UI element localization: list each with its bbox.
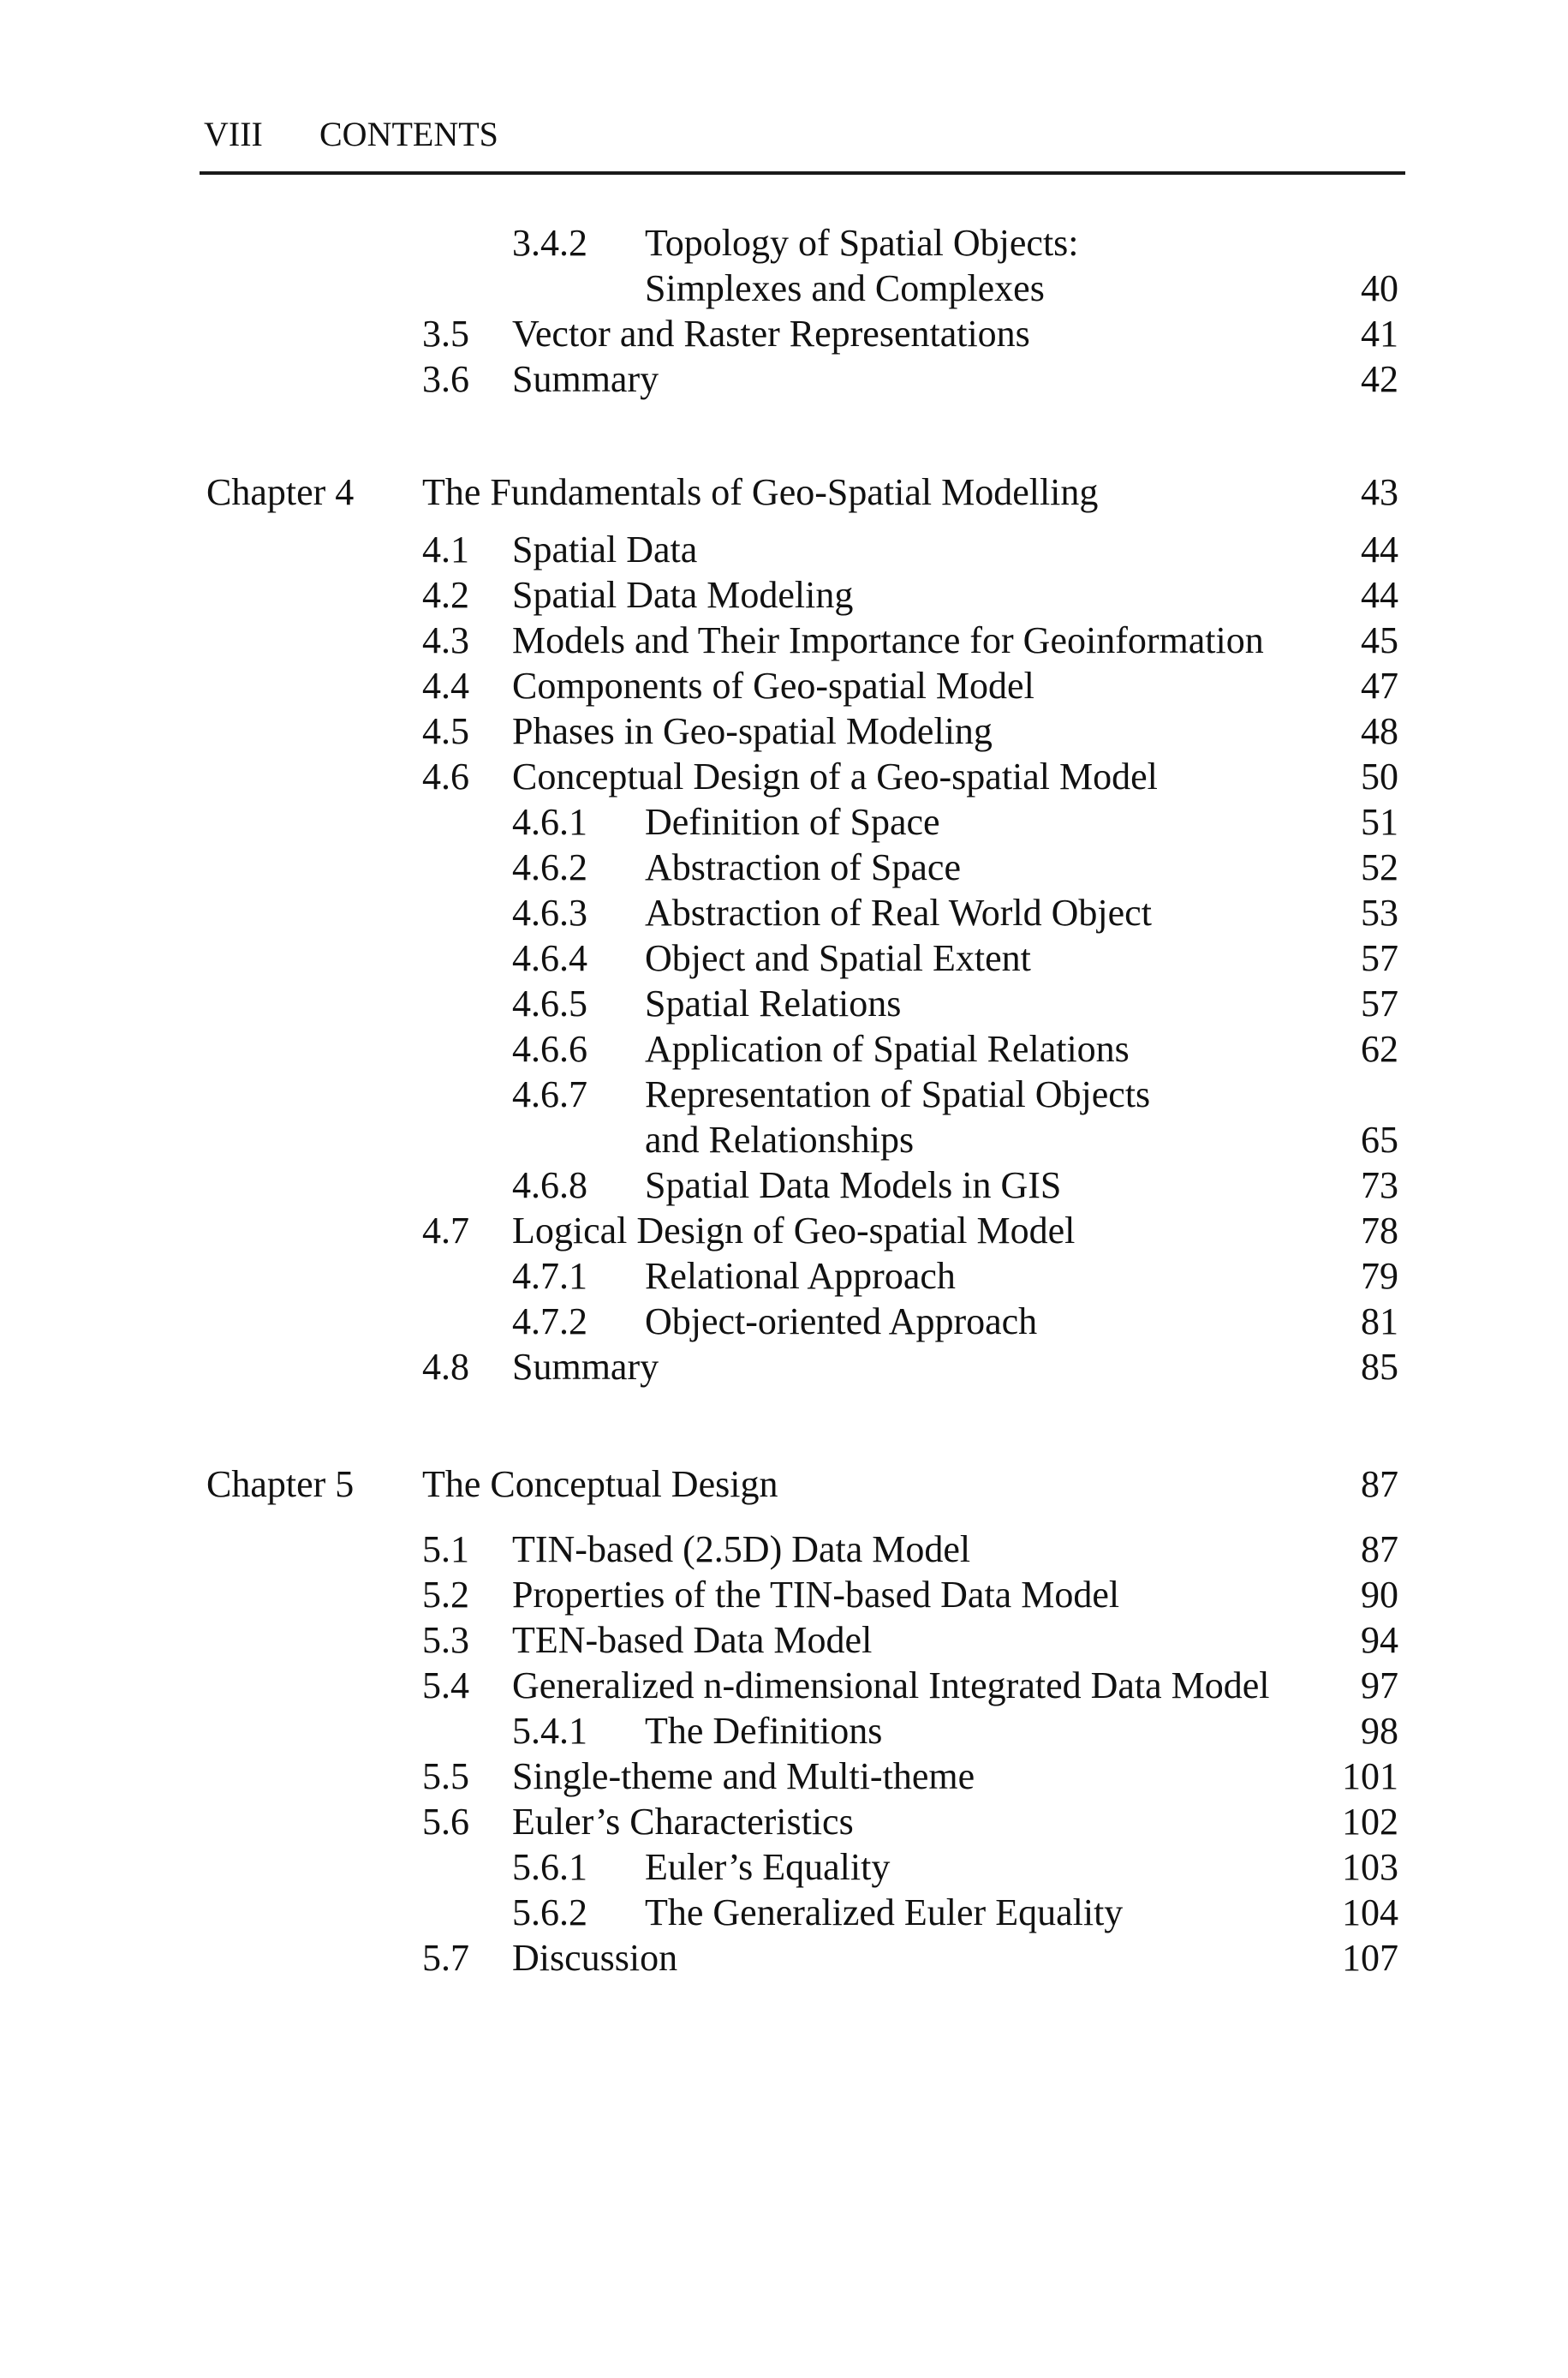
toc-entry	[0, 1572, 1568, 1617]
entry-page: 47	[1361, 665, 1398, 707]
toc-entry	[0, 1617, 1568, 1663]
chapter-label: Chapter 4	[206, 471, 355, 513]
entry-number: 4.1	[422, 529, 469, 571]
entry-title: Euler’s Equality	[645, 1846, 891, 1888]
entry-page: 65	[1361, 1119, 1398, 1161]
toc-entry	[0, 220, 1568, 266]
entry-title: Spatial Data	[512, 529, 698, 571]
entry-title: Abstraction of Space	[645, 846, 961, 888]
entry-number: 3.6	[422, 358, 469, 400]
entry-page: 97	[1361, 1664, 1398, 1706]
entry-title: Spatial Data Modeling	[512, 574, 854, 616]
entry-title: Vector and Raster Representations	[512, 313, 1030, 355]
toc-entry	[0, 527, 1568, 572]
toc-entry	[0, 356, 1568, 402]
entry-number: 4.4	[422, 665, 469, 707]
entry-title: Topology of Spatial Objects:	[645, 222, 1079, 264]
entry-number: 5.4	[422, 1664, 469, 1706]
entry-title: Application of Spatial Relations	[645, 1028, 1130, 1070]
entry-page: 107	[1342, 1937, 1398, 1979]
entry-page: 62	[1361, 1028, 1398, 1070]
toc-entry	[0, 266, 1568, 311]
entry-page: 79	[1361, 1255, 1398, 1297]
entry-number: 4.7.2	[512, 1300, 587, 1342]
toc-entry	[0, 1844, 1568, 1890]
entry-page: 73	[1361, 1164, 1398, 1206]
entry-page: 78	[1361, 1210, 1398, 1252]
entry-number: 5.2	[422, 1574, 469, 1616]
entry-page: 52	[1361, 846, 1398, 888]
chapter-title: The Fundamentals of Geo-Spatial Modelling	[422, 471, 1099, 513]
entry-number: 4.8	[422, 1346, 469, 1388]
entry-page: 103	[1342, 1846, 1398, 1888]
toc-entry	[0, 935, 1568, 981]
entry-title: Phases in Geo-spatial Modeling	[512, 710, 993, 752]
entry-title: The Definitions	[645, 1710, 883, 1752]
entry-number: 4.6	[422, 756, 469, 798]
entry-page: 40	[1361, 267, 1398, 309]
entry-number: 4.6.6	[512, 1028, 587, 1070]
entry-page: 53	[1361, 892, 1398, 934]
entry-title: TEN-based Data Model	[512, 1619, 873, 1661]
entry-number: 4.5	[422, 710, 469, 752]
entry-title: Object and Spatial Extent	[645, 937, 1031, 979]
entry-page: 43	[1361, 471, 1398, 513]
entry-page: 57	[1361, 937, 1398, 979]
entry-number: 4.6.8	[512, 1164, 587, 1206]
entry-number: 3.5	[422, 313, 469, 355]
entry-page: 85	[1361, 1346, 1398, 1388]
entry-number: 5.5	[422, 1755, 469, 1797]
toc-entry	[0, 845, 1568, 890]
chapter-title: The Conceptual Design	[422, 1463, 778, 1505]
entry-number: 4.2	[422, 574, 469, 616]
toc-entry	[0, 1708, 1568, 1754]
entry-number: 4.6.2	[512, 846, 587, 888]
entry-page: 94	[1361, 1619, 1398, 1661]
toc-entry	[0, 799, 1568, 845]
entry-title: Properties of the TIN-based Data Model	[512, 1574, 1120, 1616]
entry-number: 4.6.3	[512, 892, 587, 934]
toc-entry	[0, 1026, 1568, 1072]
entry-page: 104	[1342, 1891, 1398, 1933]
entry-number: 5.6.1	[512, 1846, 587, 1888]
entry-number: 5.7	[422, 1937, 469, 1979]
chapter-heading	[0, 469, 1568, 515]
entry-title: Generalized n-dimensional Integrated Data Model	[512, 1664, 1270, 1706]
entry-title: Simplexes and Complexes	[645, 267, 1045, 309]
entry-page: 44	[1361, 529, 1398, 571]
chapter-heading	[0, 1461, 1568, 1507]
entry-title: Representation of Spatial Objects	[645, 1073, 1151, 1115]
entry-number: 5.1	[422, 1528, 469, 1570]
entry-number: 4.6.7	[512, 1073, 587, 1115]
entry-title: Euler’s Characteristics	[512, 1801, 854, 1843]
entry-number: 5.3	[422, 1619, 469, 1661]
entry-title: Discussion	[512, 1937, 678, 1979]
toc-entry	[0, 981, 1568, 1026]
toc-entry	[0, 1344, 1568, 1389]
toc-entry	[0, 1799, 1568, 1844]
toc-entry	[0, 1162, 1568, 1208]
toc-entry	[0, 890, 1568, 935]
toc-entry	[0, 663, 1568, 708]
toc-entry	[0, 1208, 1568, 1253]
entry-title: Summary	[512, 358, 659, 400]
entry-page: 50	[1361, 756, 1398, 798]
entry-number: 4.6.1	[512, 801, 587, 843]
entry-number: 4.7	[422, 1210, 469, 1252]
entry-number: 4.7.1	[512, 1255, 587, 1297]
entry-title: Logical Design of Geo-spatial Model	[512, 1210, 1076, 1252]
entry-number: 4.6.5	[512, 983, 587, 1025]
entry-page: 57	[1361, 983, 1398, 1025]
entry-number: 5.6	[422, 1801, 469, 1843]
toc-entry	[0, 1890, 1568, 1935]
entry-page: 102	[1342, 1801, 1398, 1843]
entry-number: 4.6.4	[512, 937, 587, 979]
entry-title: Single-theme and Multi-theme	[512, 1755, 975, 1797]
header-title: CONTENTS	[319, 115, 498, 153]
entry-page: 42	[1361, 358, 1398, 400]
entry-number: 5.4.1	[512, 1710, 587, 1752]
toc-entry	[0, 1527, 1568, 1572]
header-page-numeral: VIII	[204, 115, 263, 153]
toc-entry	[0, 1072, 1568, 1117]
toc-entry	[0, 1117, 1568, 1162]
chapter-label: Chapter 5	[206, 1463, 355, 1505]
entry-page: 87	[1361, 1528, 1398, 1570]
entry-title: Definition of Space	[645, 801, 940, 843]
entry-number: 5.6.2	[512, 1891, 587, 1933]
entry-title: TIN-based (2.5D) Data Model	[512, 1528, 971, 1570]
entry-page: 87	[1361, 1463, 1398, 1505]
entry-title: Models and Their Importance for Geoinformation	[512, 619, 1264, 661]
toc-entry	[0, 1754, 1568, 1799]
toc-entry	[0, 1253, 1568, 1299]
toc-entry	[0, 1299, 1568, 1344]
entry-title: and Relationships	[645, 1119, 915, 1161]
entry-page: 101	[1342, 1755, 1398, 1797]
entry-number: 3.4.2	[512, 222, 587, 264]
entry-title: The Generalized Euler Equality	[645, 1891, 1124, 1933]
entry-page: 41	[1361, 313, 1398, 355]
toc-entry	[0, 572, 1568, 618]
entry-title: Spatial Data Models in GIS	[645, 1164, 1062, 1206]
entry-page: 44	[1361, 574, 1398, 616]
toc-entry	[0, 1663, 1568, 1708]
entry-page: 48	[1361, 710, 1398, 752]
entry-page: 51	[1361, 801, 1398, 843]
entry-title: Relational Approach	[645, 1255, 956, 1297]
entry-page: 45	[1361, 619, 1398, 661]
entry-title: Summary	[512, 1346, 659, 1388]
entry-number: 4.3	[422, 619, 469, 661]
toc-entry	[0, 311, 1568, 356]
entry-title: Conceptual Design of a Geo-spatial Model	[512, 756, 1158, 798]
entry-title: Components of Geo-spatial Model	[512, 665, 1034, 707]
toc-entry	[0, 618, 1568, 663]
toc-entry	[0, 708, 1568, 754]
entry-page: 81	[1361, 1300, 1398, 1342]
toc-entry	[0, 1935, 1568, 1981]
entry-page: 98	[1361, 1710, 1398, 1752]
entry-title: Abstraction of Real World Object	[645, 892, 1152, 934]
toc-entry	[0, 754, 1568, 799]
entry-title: Object-oriented Approach	[645, 1300, 1038, 1342]
entry-title: Spatial Relations	[645, 983, 902, 1025]
entry-page: 90	[1361, 1574, 1398, 1616]
header-rule	[200, 171, 1405, 175]
